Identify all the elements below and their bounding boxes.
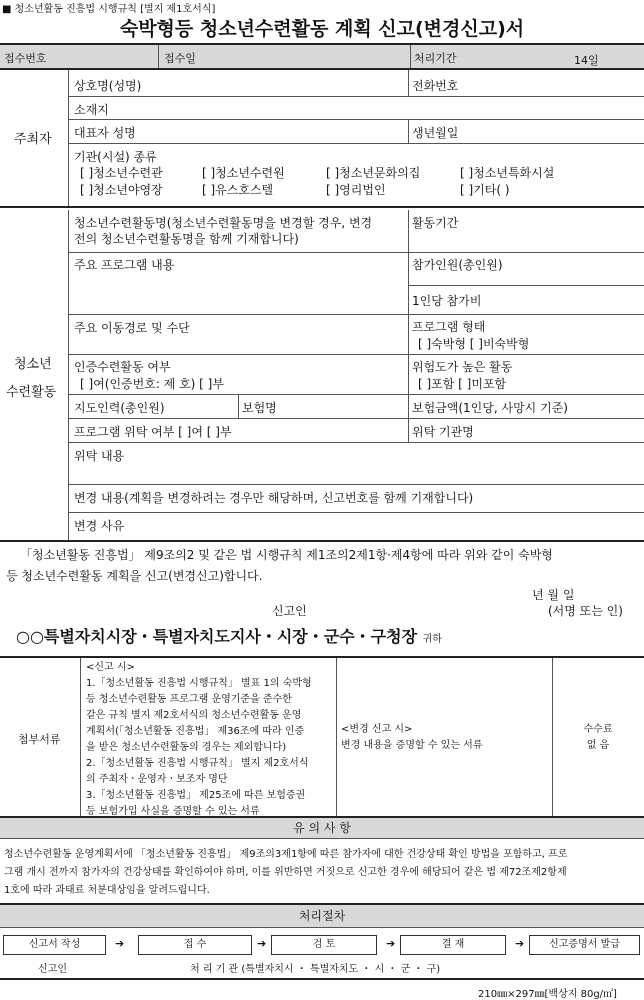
receipt-row [0,45,644,68]
facility-type-option[interactable]: [ ]청소년수련관 [80,166,163,180]
notice-title: 유 의 사 항 [0,818,644,838]
fee-box [552,722,644,754]
process-step-receive: 접 수 [138,935,252,955]
facility-type-option[interactable]: [ ]청소년특화시설 [460,166,555,180]
address-label: 소재지 [74,103,109,117]
reporter-section-label: 주최자 [14,132,52,147]
high-risk-options[interactable]: [ ]포함 [ ]미포함 [418,377,507,391]
attachments-change-header: <변경 신고 시> [341,724,413,735]
date-line: 년 월 일 [532,588,575,602]
paper-size-note: 210㎜×297㎜[백상지 80g/㎡] [478,989,617,1000]
notice-body [4,846,644,900]
addressee [16,624,442,647]
statement-line-2: 등 청소년수련활동 계획을 신고(변경신고)합니다. [6,569,263,583]
process-actor-applicant: 신고인 [38,964,67,975]
attachment-item: 의 주최자ㆍ운영자ㆍ보조자 명단 [86,774,228,785]
insurance-amount-label: 보험금액(1인당, 사망시 기준) [412,401,568,415]
process-step-review: 검 토 [271,935,377,955]
arrow-right-icon: ➔ [257,937,267,950]
leaders-label: 지도인력(총인원) [74,401,165,415]
activity-name-note: 전의 청소년수련활동명을 함께 기재합니다) [74,232,299,246]
addressee-name: ○○특별자치시장・특별자치도지사・시장・군수・구청장 [16,627,418,646]
attachment-item: 계획서(「청소년활동 진흥법」 제36조에 따라 인증 [86,726,305,737]
phone-label: 전화번호 [412,79,459,93]
processing-period-label: 처리기간 [414,52,457,65]
fee-value: 없 음 [586,740,610,751]
process-actor-agency: 처 리 기 관 (특별자치시 ・ 특별자치도 ・ 시 ・ 군 ・ 구) [190,964,441,975]
process-title: 처리절차 [0,905,644,927]
addressee-suffix: 귀하 [422,634,442,645]
receipt-date-label: 접수일 [164,52,196,65]
attachment-item: 2.「청소년활동 진흥법 시행규칙」 별지 제2호서식 [86,758,309,769]
facility-type-option[interactable]: [ ]영리법인 [326,183,386,197]
activity-period-label: 활동기간 [412,216,459,230]
attachment-item: 같은 규칙 별지 제2호서식의 청소년수련활동 운영 [86,710,302,721]
birthdate-label: 생년월일 [412,126,459,140]
program-content-label: 주요 프로그램 내용 [74,258,175,272]
activity-section-label-1: 청소년 [14,357,52,372]
process-step-write: 신고서 작성 [3,935,106,955]
attachment-item: 1.「청소년활동 진흥법 시행규칙」 별표 1의 숙박형 [86,678,312,689]
arrow-right-icon: ➔ [515,937,525,950]
process-step-approve: 결 재 [400,935,506,955]
attachments-change-item: 변경 내용을 증명할 수 있는 서류 [341,740,483,751]
certification-options[interactable]: [ ]여(인증번호: 제 호) [ ]부 [80,377,224,391]
statement-line-1: 「청소년활동 진흥법」 제9조의2 및 같은 법 시행규칙 제1조의2제1항·제4항에 따라 위와 같이 숙박형 [20,548,553,562]
change-reason-label: 변경 사유 [74,519,125,533]
attachment-item: 등 청소년수련활동 프로그램 운영기준을 준수한 [86,694,292,705]
certification-label: 인증수련활동 여부 [74,360,171,374]
signature-label: (서명 또는 인) [548,604,623,618]
arrow-right-icon: ➔ [115,937,125,950]
attachment-item: 을 받은 청소년수련활동의 경우는 제외합니다) [86,742,287,753]
program-form-label: 프로그램 형태 [412,320,486,334]
representative-label: 대표자 성명 [74,126,136,140]
consignment-content-label: 위탁 내용 [74,449,125,463]
consignment-org-label: 위탁 기관명 [412,425,474,439]
attachment-item: 3.「청소년활동 진흥법」 제25조에 따른 보험증권 [86,790,306,801]
facility-type-option[interactable]: [ ]청소년문화의집 [326,166,421,180]
facility-type-option[interactable]: [ ]유스호스텔 [202,183,274,197]
fee-per-person-label: 1인당 참가비 [412,294,482,308]
receipt-number-label: 접수번호 [4,52,47,65]
form-title: 숙박형등 청소년수련활동 계획 신고(변경신고)서 [119,18,525,40]
form-reference-note: ■ 청소년활동 진흥법 시행규칙 [별지 제1호서식] [2,4,216,15]
attachments-new-list [86,660,312,820]
attachments-label: 첨부서류 [18,733,61,746]
applicant-label: 신고인 [272,604,307,618]
consignment-label[interactable]: 프로그램 위탁 여부 [ ]여 [ ]부 [74,425,232,439]
participants-label: 참가인원(총인원) [412,258,503,272]
route-label: 주요 이동경로 및 수단 [74,321,190,335]
company-name-label: 상호명(성명) [74,79,142,93]
processing-period-value: 14일 [574,54,599,67]
fee-label: 수수료 [583,724,613,735]
attachments-new-header: <신고 시> [86,662,135,673]
program-form-options[interactable]: [ ]숙박형 [ ]비숙박형 [418,337,530,351]
high-risk-label: 위험도가 높은 활동 [412,360,513,374]
facility-type-option[interactable]: [ ]청소년수련원 [202,166,285,180]
facility-type-label: 기관(시설) 종류 [74,150,157,164]
facility-type-option[interactable]: [ ]기타( ) [460,183,510,197]
notice-line: 1호에 따라 과태료 처분대상임을 알려드립니다. [4,885,210,896]
insurance-label: 보험명 [242,401,277,415]
attachments-change [341,722,482,754]
activity-name-label: 청소년수련활동명(청소년수련활동명을 변경할 경우, 변경 [74,216,373,230]
arrow-right-icon: ➔ [386,937,396,950]
notice-line: 청소년수련활동 운영계획서에 「청소년활동 진흥법」 제9조의3제1항에 따른 참가자에 대한 건강상태 확인 방법을 포함하고, 프로 [4,849,568,860]
activity-section-label-2: 수련활동 [6,385,57,400]
notice-line: 그램 개시 전까지 참가자의 건강상태를 확인하여야 하며, 이를 위반하면 거짓으로 신고한 경우에 해당되어 같은 법 제72조제2항제 [4,867,567,878]
process-step-issue: 신고증명서 발급 [529,935,640,955]
facility-type-option[interactable]: [ ]청소년야영장 [80,183,163,197]
change-content-label: 변경 내용(계획을 변경하려는 경우만 해당하며, 신고번호를 함께 기재합니다) [74,491,474,505]
attachment-item: 등 보험가입 사실을 증명할 수 있는 서류 [86,806,260,817]
